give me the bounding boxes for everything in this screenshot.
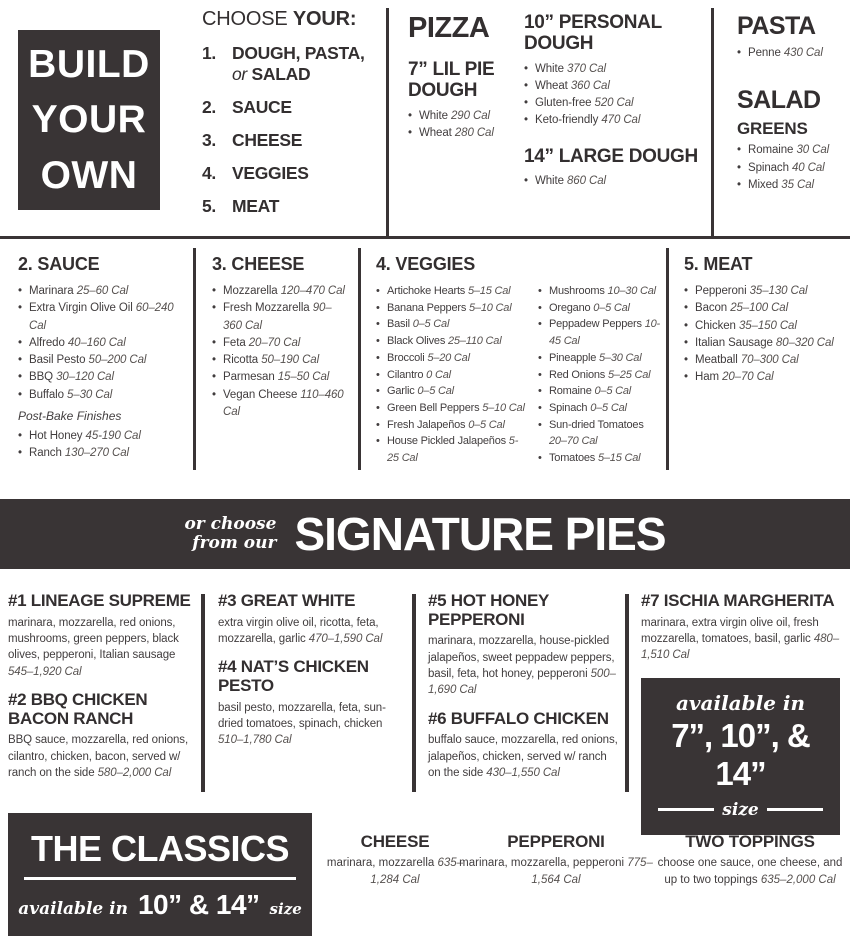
menu-item: • Wheat 280 Cal [408,125,510,142]
meat-column [684,254,836,387]
signature-pie [8,691,192,781]
pies-column-1 [8,592,192,792]
menu-item: • Spinach 40 Cal [737,160,849,177]
menu-item: • Pineapple 5–30 Cal [538,350,662,367]
the-classics-box [8,813,312,936]
classics-size-word: size [269,900,302,919]
menu-item: • BBQ 30–120 Cal [18,369,186,386]
divider-row2-1 [193,248,196,470]
classic-pepperoni [458,832,654,889]
menu-item: • Pepperoni 35–130 Cal [684,283,836,300]
pie-name: #3 GREAT WHITE [218,591,356,610]
pie-desc: marinara, mozzarella, house-pickled jalapeños, sweet peppadew peppers, basil, feta, hot honey, pepperoni 500–1,690 Cal [428,635,616,697]
post-bake-label: Post-Bake Finishes [18,408,122,423]
personal-dough-list [524,61,704,130]
choose-item-1-or: or [232,64,247,84]
menu-item: • Red Onions 5–25 Cal [538,367,662,384]
menu-item: • Basil Pesto 50–200 Cal [18,352,186,369]
menu-item: • Meatball 70–300 Cal [684,352,836,369]
classics-size-row [18,889,302,921]
veggies-list-left [376,283,528,467]
menu-item: • Alfredo 40–160 Cal [18,335,186,352]
menu-item: • Spinach 0–5 Cal [538,400,662,417]
pies-column-3 [428,592,620,792]
pies-column-2 [218,592,402,760]
menu-item: • Chicken 35–150 Cal [684,318,836,335]
pies-column-4 [641,592,846,835]
menu-item: • Wheat 360 Cal [524,78,704,95]
menu-item: • Artichoke Hearts 5–15 Cal [376,283,528,300]
sauce-column [18,254,186,462]
choose-item: 5. MEAT [202,196,280,216]
pasta-salad-column [737,12,849,194]
signature-pie [641,592,846,664]
menu-item: • Ricotta 50–190 Cal [212,352,350,369]
signature-pie [428,592,620,699]
rule-left [658,808,714,811]
pasta-title: PASTA [737,12,816,40]
banner-pretext [184,515,276,553]
menu-item: • White 290 Cal [408,108,510,125]
choose-item-1 [202,43,384,85]
available-pretext: available in [675,690,806,715]
choose-heading [202,8,384,31]
menu-item: • Tomatoes 5–15 Cal [538,450,662,467]
sauce-header: 2. SAUCE [18,254,100,274]
menu-item: • Italian Sausage 80–320 Cal [684,335,836,352]
veggies-header: 4. VEGGIES [376,254,476,274]
menu-item: • Black Olives 25–110 Cal [376,333,528,350]
sauce-list [18,283,186,404]
menu-item: • Feta 20–70 Cal [212,335,350,352]
cheese-column [212,254,350,421]
dough-column [524,12,704,190]
choose-items [202,97,384,217]
menu-item: • Cilantro 0 Cal [376,367,528,384]
choose-item-1-line2: SALAD [251,64,311,84]
divider-pies-2 [412,594,416,792]
menu-item: • Ham 20–70 Cal [684,369,836,386]
menu-item: • Vegan Cheese 110–460 Cal [212,387,350,422]
veggies-list-right [538,283,662,467]
menu-item: • Penne 430 Cal [737,45,849,62]
choose-item: 4. VEGGIES [202,163,309,183]
pizza-column [408,12,510,142]
menu-item: • Fresh Jalapeños 0–5 Cal [376,417,528,434]
lil-pie-dough-header: 7” LIL PIE DOUGH [408,59,495,102]
menu-item: • Bacon 25–100 Cal [684,300,836,317]
signature-pie [218,658,402,748]
divider-pies-3 [625,594,629,792]
available-sizes: 7”, 10”, & 14” [671,716,810,792]
banner-pretext-line2: from our [192,533,277,553]
menu-item: • Mixed 35 Cal [737,177,849,194]
pie-name: #5 HOT HONEY PEPPERONI [428,591,549,629]
salad-title: SALAD [737,86,821,115]
pie-name: #2 BBQ CHICKEN BACON RANCH [8,690,148,728]
divider-top-1 [386,8,389,237]
menu-item: • Mushrooms 10–30 Cal [538,283,662,300]
menu-item: • Gluten-free 520 Cal [524,95,704,112]
rule-right [767,808,823,811]
lil-pie-dough-list [408,108,510,143]
menu-item: • Romaine 0–5 Cal [538,383,662,400]
signature-pie [8,592,192,680]
post-bake-list [18,428,186,463]
cheese-list [212,283,350,421]
large-dough-header: 14” LARGE DOUGH [524,145,698,167]
menu-item: • White 370 Cal [524,61,704,78]
cheese-header: 3. CHEESE [212,254,305,274]
meat-header: 5. MEAT [684,254,753,274]
divider-top-2 [711,8,714,237]
menu-item: • Sun-dried Tomatoes 20–70 Cal [538,417,662,450]
classics-sizes: 10” & 14” [137,889,260,921]
choose-heading-light: CHOOSE [202,8,288,30]
signature-pie [428,710,620,782]
menu-item: • Extra Virgin Olive Oil 60–240 Cal [18,300,186,335]
menu-item: • Broccoli 5–20 Cal [376,350,528,367]
personal-dough-header: 10” PERSONAL DOUGH [524,12,662,55]
menu-item: • White 860 Cal [524,173,704,190]
available-size-row [647,800,834,820]
divider-row2-3 [666,248,669,470]
pie-desc: extra virgin olive oil, ricotta, feta, mozzarella, garlic 470–1,590 Cal [218,616,383,646]
choose-item: 2. SAUCE [202,97,292,117]
menu-item: • Keto-friendly 470 Cal [524,112,704,129]
pie-desc: basil pesto, mozzarella, feta, sun-dried tomatoes, spinach, chicken 510–1,780 Cal [218,701,386,747]
signature-pie [218,592,402,647]
menu-item: • Banana Peppers 5–10 Cal [376,300,528,317]
menu-item: • Romaine 30 Cal [737,142,849,159]
salad-list [737,142,849,194]
pasta-list [737,45,849,62]
choose-heading-bold: YOUR: [292,8,357,30]
menu-item: • Mozzarella 120–470 Cal [212,283,350,300]
divider-row2-2 [358,248,361,470]
classic-two-toppings [650,832,850,889]
divider-pies-1 [201,594,205,792]
pie-desc: buffalo sauce, mozzarella, red onions, jalapeños, chicken, served w/ ranch on the side 430–1,550 Cal [428,734,618,780]
build-your-own-box [18,30,160,210]
menu-item: • Marinara 25–60 Cal [18,283,186,300]
choose-item-1-line1: DOUGH, PASTA, [232,43,365,63]
pie-name: #6 BUFFALO CHICKEN [428,708,609,728]
menu-item: • Peppadew Peppers 10-45 Cal [538,316,662,349]
pie-name: #4 NAT’S CHICKEN PESTO [218,657,369,696]
large-dough-list [524,173,704,190]
classic-desc: marinara, mozzarella 635–1,284 Cal [326,857,464,887]
available-size-word: size [722,799,759,820]
menu-item: • House Pickled Jalapeños 5-25 Cal [376,433,528,466]
classics-title: THE CLASSICS [30,827,290,869]
menu-item: • Oregano 0–5 Cal [538,300,662,317]
classic-desc: choose one sauce, one cheese, and up to two toppings 635–2,000 Cal [657,857,843,887]
menu-item: • Parmesan 15–50 Cal [212,369,350,386]
menu-item: • Basil 0–5 Cal [376,316,528,333]
menu-item: • Buffalo 5–30 Cal [18,387,186,404]
menu-item: • Fresh Mozzarella 90–360 Cal [212,300,350,335]
byo-line: YOUR [31,98,147,142]
menu-item: • Garlic 0–5 Cal [376,383,528,400]
pie-desc: BBQ sauce, mozzarella, red onions, cilantro, chicken, bacon, served w/ ranch on the side 580–2,000 Cal [8,734,189,780]
menu-item: • Green Bell Peppers 5–10 Cal [376,400,528,417]
veggies-column [376,254,664,467]
byo-line: OWN [40,153,138,197]
banner-pretext-line1: or choose [184,513,277,534]
available-sizes-box [641,678,840,835]
pie-desc: marinara, mozzarella, red onions, mushrooms, green peppers, black olives, pepperoni, Italian sausage 545–1,920 Cal [8,616,179,678]
classic-name: PEPPERONI [507,832,605,851]
classic-name: CHEESE [360,832,430,851]
classic-desc: marinara, mozzarella, pepperoni 775–1,564 Cal [459,857,653,887]
meat-list [684,283,836,387]
menu-item: • Hot Honey 45-190 Cal [18,428,186,445]
classics-pretext: available in [18,899,128,920]
signature-pies-banner [0,499,850,569]
divider-horizontal [0,236,850,239]
pies-column-4-list [641,592,846,664]
banner-title: SIGNATURE PIES [294,508,666,560]
pie-name: #7 ISCHIA MARGHERITA [641,591,835,610]
menu-item: • Ranch 130–270 Cal [18,445,186,462]
pizza-title: PIZZA [408,12,490,44]
choose-item: 3. CHEESE [202,130,303,150]
choose-item-1-num: 1. [202,43,216,63]
classic-name: TWO TOPPINGS [685,832,815,851]
salad-subtitle: GREENS [737,119,808,139]
classics-rule [24,877,296,881]
classic-cheese [322,832,468,889]
byo-line: BUILD [28,42,150,86]
pie-desc: marinara, extra virgin olive oil, fresh mozzarella, tomatoes, basil, garlic 480–1,510 Cal [641,616,840,662]
pie-name: #1 LINEAGE SUPREME [8,591,191,610]
choose-your-column [202,8,384,229]
